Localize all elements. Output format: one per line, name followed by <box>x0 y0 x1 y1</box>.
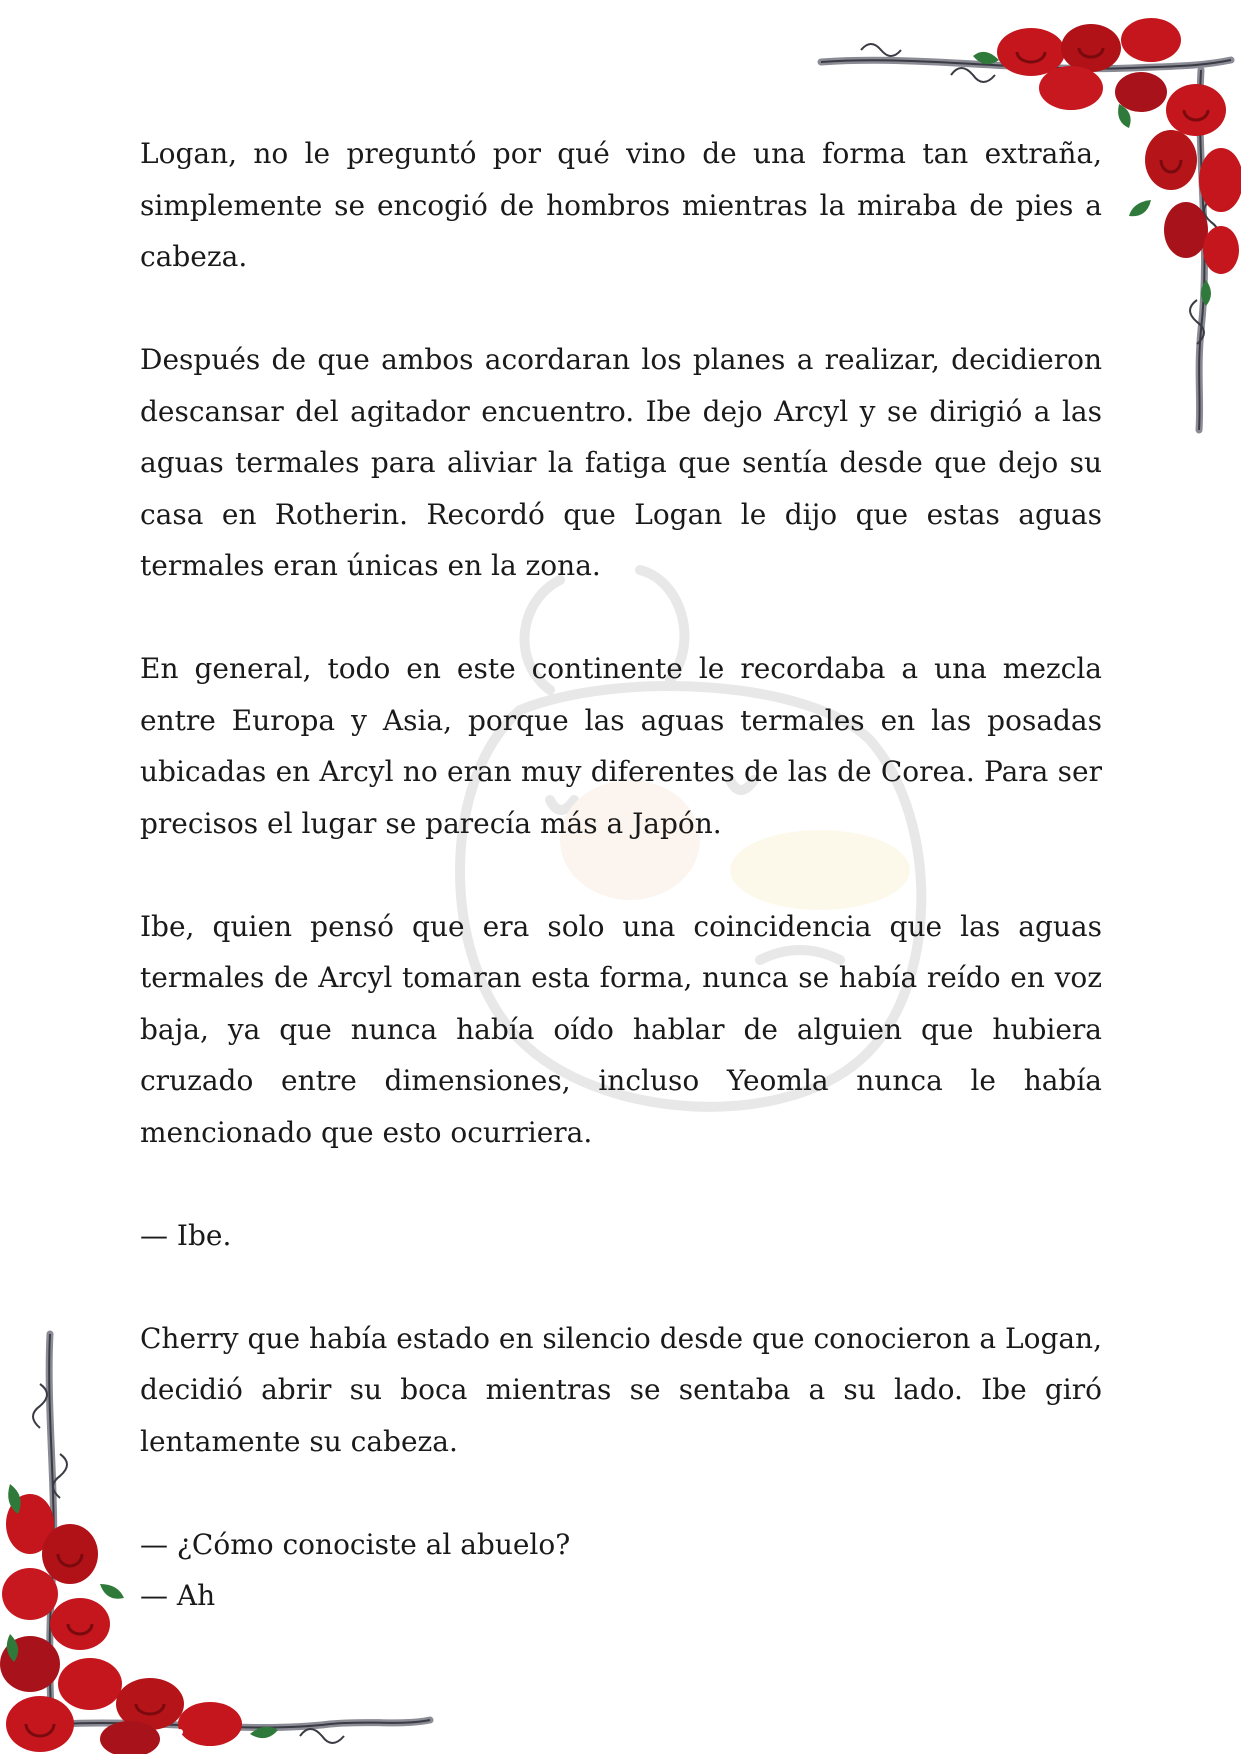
paragraph-1: Logan, no le preguntó por qué vino de una forma tan extraña, simplemente se encogió de hombros mientras la miraba de pies a cabeza. <box>140 137 1102 273</box>
dialogue-line-2: — ¿Cómo conociste al abuelo? <box>140 1527 571 1561</box>
dialogue-line-1: — Ibe. <box>140 1218 232 1252</box>
paragraph-4: Ibe, quien pensó que era solo una coincidencia que las aguas termales de Arcyl tomaran esta forma, nunca se había reído en voz baja, ya que nunca había oído hablar de alguien que hubiera cruzado entre dimensiones, incluso Yeomla nunca le había mencionado que esto ocurriera. <box>140 909 1102 1149</box>
paragraph-5: Cherry que había estado en silencio desde que conocieron a Logan, decidió abrir su boca mientras se sentaba a su lado. Ibe giró lentamente su cabeza. <box>140 1321 1102 1458</box>
paragraph-3: En general, todo en este continente le recordaba a una mezcla entre Europa y Asia, porque las aguas termales en las posadas ubicadas en Arcyl no eran muy diferentes de las de Corea. Para ser precisos el lugar se parecía más a Japón. <box>140 652 1102 840</box>
chapter-text <box>140 128 1102 1622</box>
dialogue-line-3: — Ah <box>140 1579 216 1612</box>
paragraph-2: Después de que ambos acordaran los planes a realizar, decidieron descansar del agitador encuentro. Ibe dejo Arcyl y se dirigió a las aguas termales para aliviar la fatiga que sentía desde que dejo su casa en Rotherin. Recordó que Logan le dijo que estas aguas termales eran únicas en la zona. <box>140 343 1102 582</box>
